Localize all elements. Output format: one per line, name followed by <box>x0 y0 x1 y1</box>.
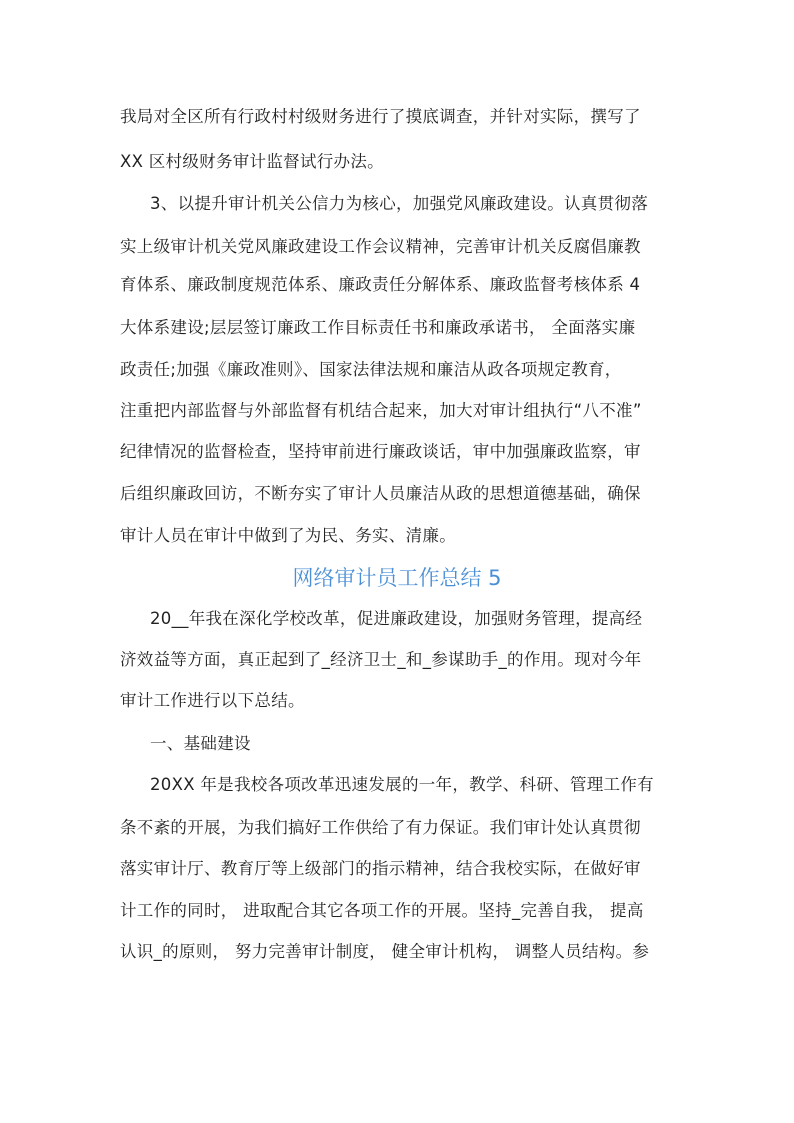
text-line: 注重把内部监督与外部监督有机结合起来，加大对审计组执行“八不准” <box>120 401 642 420</box>
text-line: XX 区村级财务审计监督试行办法。 <box>120 152 384 171</box>
paragraph-start: 20__年我在深化学校改革，促进廉政建设，加强财务管理，提高经 <box>150 609 643 628</box>
text-line: 审计人员在审计中做到了为民、务实、清廉。 <box>120 526 456 545</box>
text-line: 政责任;加强《廉政准则》、国家法律法规和廉洁从政各项规定教育， <box>120 360 622 379</box>
text-line: 审计工作进行以下总结。 <box>120 691 305 710</box>
text-line: 认识_的原则， 努力完善审计制度， 健全审计机构， 调整人员结构。参 <box>120 942 650 961</box>
text-line: 实上级审计机关党风廉政建设工作会议精神，完善审计机关反腐倡廉教 <box>120 237 641 256</box>
text-line: 条不紊的开展，为我们搞好工作供给了有力保证。我们审计处认真贯彻 <box>120 818 641 837</box>
text-line: 计工作的同时， 进取配合其它各项工作的开展。坚持_完善自我， 提高 <box>120 901 644 920</box>
text-line: 大体系建设;层层签订廉政工作目标责任书和廉政承诺书， 全面落实廉 <box>120 318 636 337</box>
text-line: 落实审计厅、教育厅等上级部门的指示精神，结合我校实际，在做好审 <box>120 859 641 878</box>
subsection-title: 一、基础建设 <box>150 734 251 753</box>
text-line: 纪律情况的监督检查，坚持审前进行廉政谈话，审中加强廉政监察，审 <box>120 442 641 461</box>
text-line: 育体系、廉政制度规范体系、廉政责任分解体系、廉政监督考核体系 4 <box>120 275 641 294</box>
text-line: 我局对全区所有行政村村级财务进行了摸底调查，并针对实际，撰写了 <box>120 107 641 126</box>
text-line: 后组织廉政回访，不断夯实了审计人员廉洁从政的思想道德基础，确保 <box>120 484 641 503</box>
text-line: 济效益等方面，真正起到了_经济卫士_和_参谋助手_的作用。现对今年 <box>120 650 642 669</box>
paragraph-start: 20XX 年是我校各项改革迅速发展的一年，教学、科研、管理工作有 <box>150 775 654 794</box>
section-heading: 网络审计员工作总结 5 <box>292 566 502 590</box>
paragraph-start: 3、以提升审计机关公信力为核心，加强党风廉政建设。认真贯彻落 <box>150 194 648 213</box>
